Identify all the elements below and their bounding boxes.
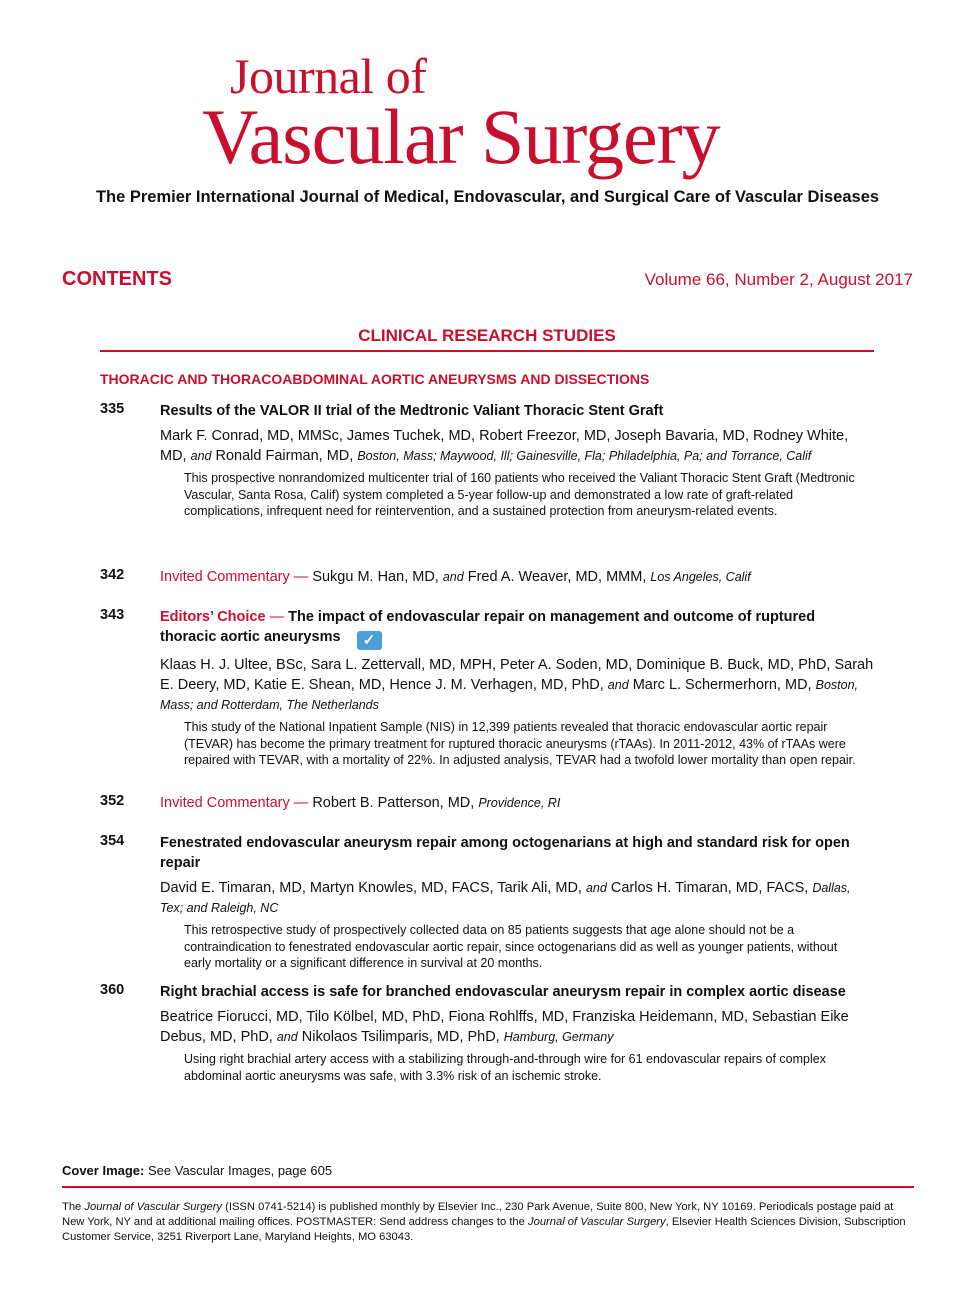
page-number: 335 [100, 401, 125, 417]
publication-footer: The Journal of Vascular Surgery (ISSN 0741-5214) is published monthly by Elsevier Inc., 230 Park Avenue, Suite 800, New York, NY 10169. Periodicals postage paid at New York, NY and at additional mailing offices. POSTMASTER: Send address changes to the Journal of Vascular Surgery, Elsevier Health Sciences Division, Subscription Customer Service, 3251 Riverport Lane, Maryland Heights, MO 63043. [62, 1201, 906, 1243]
editors-choice-label: Editors’ Choice [160, 609, 266, 625]
masthead-line-1: Journal of [230, 48, 427, 104]
section-divider [100, 350, 874, 352]
section-heading: CLINICAL RESEARCH STUDIES [358, 326, 616, 345]
article-location: Los Angeles, Calif [650, 570, 751, 584]
page-number: 354 [100, 833, 125, 849]
invited-commentary-label[interactable]: Invited Commentary [160, 795, 290, 811]
contents-heading: CONTENTS [62, 268, 172, 290]
checkmark-icon: ✓ [357, 631, 382, 650]
page-number: 360 [100, 982, 125, 998]
article-authors: Mark F. Conrad, MD, MMSc, James Tuchek, MD, Robert Freezor, MD, Joseph Bavaria, MD, Rodney White, MD, and Ronald Fairman, MD, Boston, Mass; Maywood, Ill; Gainesville, Fla; Philadelphia, Pa; and Torrance, Calif [160, 428, 849, 464]
masthead-line-2: Vascular Surgery [202, 93, 720, 180]
footer-divider [62, 1186, 914, 1188]
article-authors: Klaas H. J. Ultee, BSc, Sara L. Zettervall, MD, MPH, Peter A. Soden, MD, Dominique B. Buck, MD, PhD, Sarah E. Deery, MD, Katie E. Shean, MD, Hence J. M. Verhagen, MD, PhD, and Marc L. Schermerhorn, MD, Boston, Mass; and Rotterdam, The Netherlands [160, 657, 874, 712]
article-abstract: Using right brachial artery access with a stabilizing through-and-through wire for 61 endovascular repairs of complex abdominal aortic aneurysms was safe, with 3.3% risk of an ischemic stroke. [184, 1052, 826, 1083]
article-title[interactable]: Right brachial access is safe for branched endovascular aneurysm repair in complex aortic disease [160, 984, 846, 1000]
article-location: Providence, RI [478, 796, 561, 810]
article-abstract: This prospective nonrandomized multicenter trial of 160 patients who received the Valiant Thoracic Stent Graft (Medtronic Vascular, Santa Rosa, Calif) system completed a 5-year follow-up and demonstrated a low rate of graft-related complications, infrequent need for reintervention, and a sustained protection from aneurysm-related events. [184, 471, 855, 518]
article-abstract: This study of the National Inpatient Sample (NIS) in 12,399 patients revealed that thoracic endovascular aortic repair (TEVAR) has become the primary treatment for ruptured thoracic aneurysms (rTAAs). In 2011-2012, 43% of rTAAs were repaired with TEVAR, with a mortality of 22%. In adjusted analysis, TEVAR had a twofold lower mortality than open repair. [184, 720, 856, 767]
article-title[interactable]: Results of the VALOR II trial of the Medtronic Valiant Thoracic Stent Graft [160, 403, 664, 419]
subsection-heading: THORACIC AND THORACOABDOMINAL AORTIC ANEURYSMS AND DISSECTIONS [100, 371, 650, 387]
article-location: Hamburg, Germany [503, 1030, 614, 1044]
article-location: Dallas, Tex; and Raleigh, NC [160, 881, 851, 915]
article-location: Boston, Mass; Maywood, Ill; Gainesville, Fla; Philadelphia, Pa; and Torrance, Calif [357, 449, 812, 463]
article-abstract: This retrospective study of prospectively collected data on 85 patients suggests that age alone should not be a contraindication to fenestrated endovascular aortic repair, since octogenarians did as well as younger patients, without early mortality or a significant difference in survival at 20 months. [184, 923, 838, 970]
article-location: Boston, Mass; and Rotterdam, The Netherlands [160, 678, 858, 712]
article-authors: Beatrice Fiorucci, MD, Tilo Kölbel, MD, PhD, Fiona Rohlffs, MD, Franziska Heidemann, MD, Sebastian Eike Debus, MD, PhD, and Nikolaos Tsilimparis, MD, PhD, Hamburg, Germany [160, 1009, 849, 1045]
page-number: 342 [100, 567, 125, 583]
article-title[interactable]: Fenestrated endovascular aneurysm repair among octogenarians at high and standard risk for open repair [160, 835, 850, 871]
cover-image-note: Cover Image: See Vascular Images, page 605 [62, 1163, 333, 1178]
volume-info: Volume 66, Number 2, August 2017 [644, 270, 913, 289]
page-number: 343 [100, 607, 125, 623]
page-number: 352 [100, 793, 125, 809]
invited-commentary-label[interactable]: Invited Commentary [160, 569, 290, 585]
article-authors: David E. Timaran, MD, Martyn Knowles, MD, FACS, Tarik Ali, MD, and Carlos H. Timaran, MD, FACS, Dallas, Tex; and Raleigh, NC [160, 880, 851, 915]
article-title[interactable]: Editors’ Choice — The impact of endovascular repair on management and outcome of ruptured thoracic aortic aneurysms ✓ [160, 609, 816, 649]
journal-tagline: The Premier International Journal of Medical, Endovascular, and Surgical Care of Vascular Diseases [95, 188, 880, 206]
